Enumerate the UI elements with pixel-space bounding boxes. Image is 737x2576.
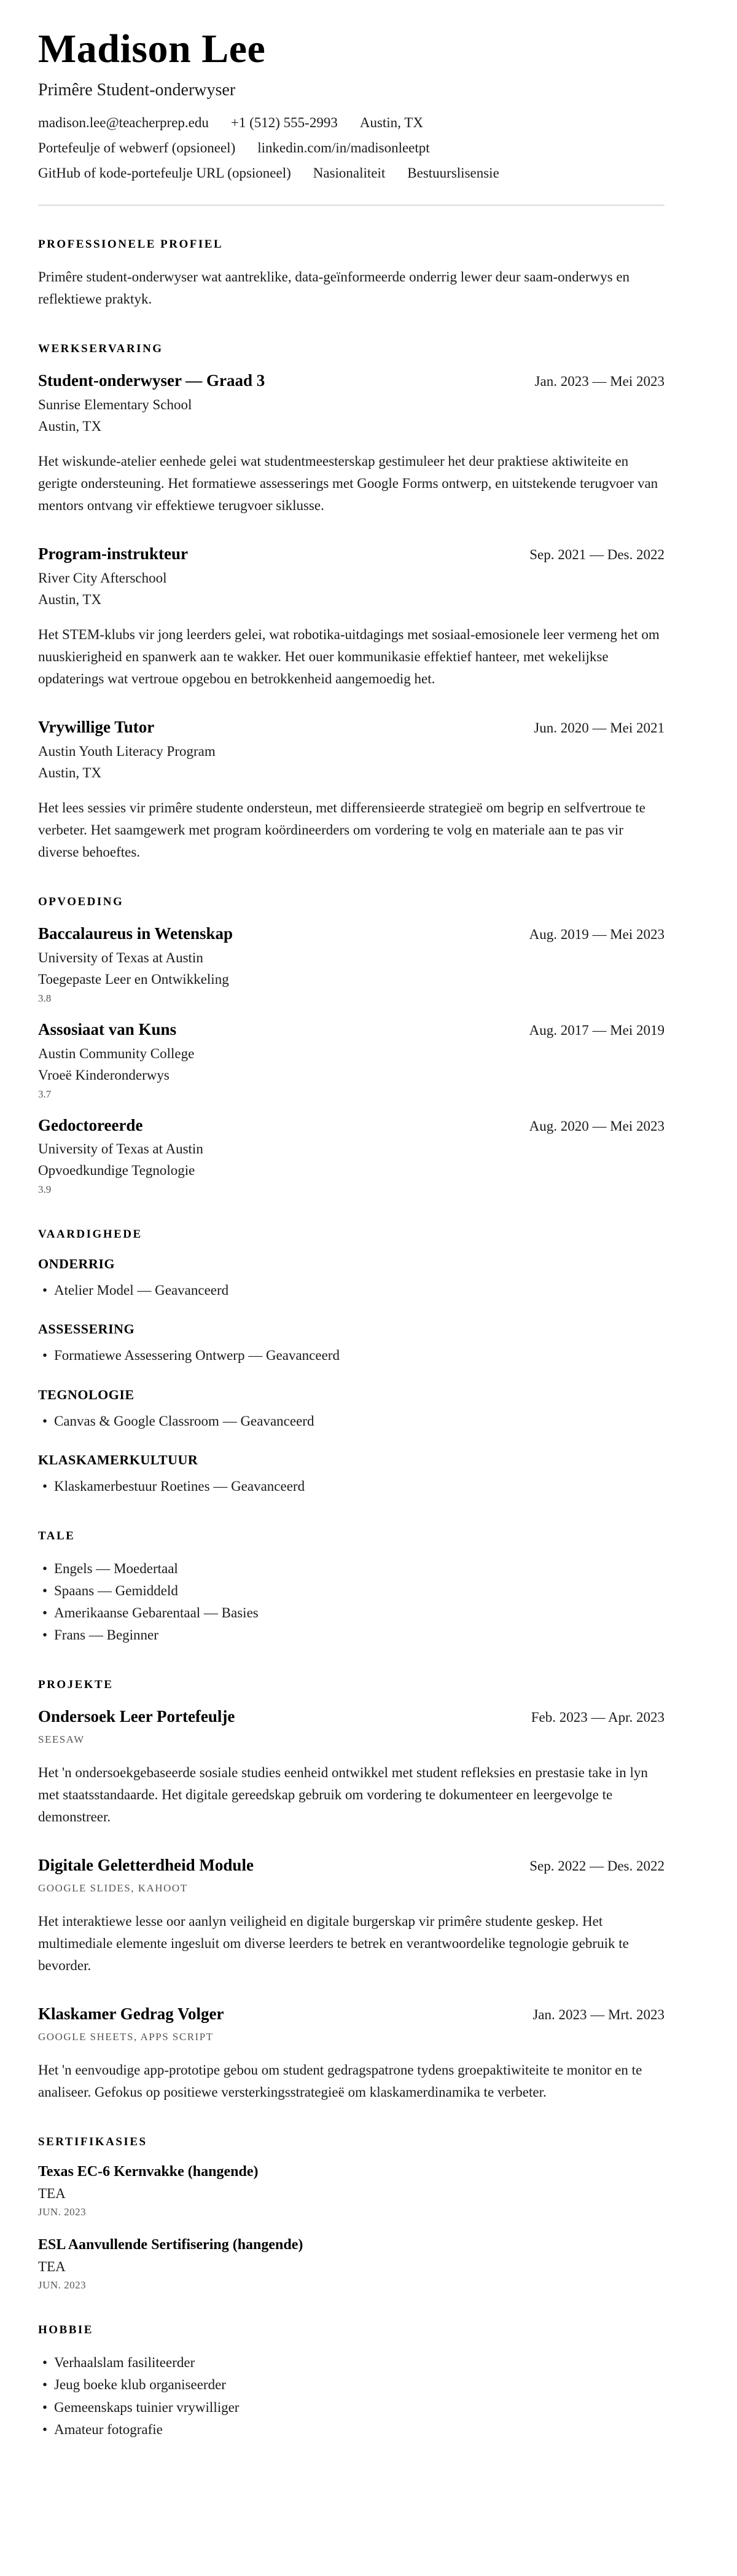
section-projects — [38, 1678, 665, 2103]
project-tech: GOOGLE SLIDES, KAHOOT — [38, 1882, 188, 1894]
project-dates: Sep. 2022 — Des. 2022 — [529, 1858, 665, 1874]
contact-license: Bestuurslisensie — [407, 165, 499, 181]
job-description: Het STEM-klubs vir jong leerders gelei, wat robotika-uitdagings met sosiaal-emosionele leer vermeng het om nuuskierigheid en spanwerk aan te wakker. Het ouer kommunikasie effektief hanteer, met wekelijkse opdaterings wat vertroue opgebou en betrokkenheid aangemoedig het. — [38, 626, 660, 686]
experience-entry — [38, 544, 665, 690]
job-location: Austin, TX — [38, 764, 102, 780]
skill-list — [38, 1345, 665, 1367]
section-profile — [38, 238, 665, 310]
certification-name: ESL Aanvullende Sertifisering (hangende) — [38, 2237, 303, 2253]
job-company: Austin Youth Literacy Program — [38, 743, 216, 759]
entry-header-row — [38, 1855, 665, 1876]
job-title: Vrywillige Tutor — [38, 717, 155, 736]
hobby-item: • Jeug boeke klub organiseerder — [38, 2374, 665, 2396]
job-company: River City Afterschool — [38, 570, 167, 586]
skill-group-name: KLASKAMERKULTUUR — [38, 1451, 198, 1467]
contact-row-1 — [38, 115, 665, 131]
field-of-study: Toegepaste Leer en Ontwikkeling — [38, 971, 229, 987]
contact-linkedin: linkedin.com/in/madisonleetpt — [257, 139, 430, 155]
skill-group — [38, 1452, 665, 1498]
contact-row-2 — [38, 140, 665, 156]
education-heading: OPVOEDING — [38, 895, 124, 909]
job-title: Program-instrukteur — [38, 544, 188, 563]
entry-header-row — [38, 717, 665, 738]
profile-heading: PROFESSIONELE PROFIEL — [38, 237, 224, 251]
experience-heading: WERKSERVARING — [38, 342, 163, 355]
job-title: Student-onderwyser — Graad 3 — [38, 371, 265, 390]
degree-name: Assosiaat van Kuns — [38, 1019, 177, 1039]
entry-header-row — [38, 1706, 665, 1727]
project-entry — [38, 2004, 665, 2103]
header-divider — [38, 205, 665, 206]
project-entry — [38, 1706, 665, 1828]
skill-list — [38, 1410, 665, 1432]
entry-header-row — [38, 1019, 665, 1040]
entry-header-row — [38, 924, 665, 944]
project-title: Digitale Geletterdheid Module — [38, 1856, 254, 1875]
language-item: • Spaans — Gemiddeld — [38, 1580, 665, 1602]
certification-issuer: TEA — [38, 2186, 66, 2202]
skill-group-name: ONDERRIG — [38, 1256, 115, 1272]
experience-entry — [38, 717, 665, 863]
candidate-title: Primêre Student-onderwyser — [38, 80, 236, 100]
certification-issuer: TEA — [38, 2259, 66, 2275]
project-tech: SEESAW — [38, 1733, 85, 1745]
project-title: Klaskamer Gedrag Volger — [38, 2005, 224, 2024]
projects-heading: PROJEKTE — [38, 1678, 114, 1692]
job-location: Austin, TX — [38, 418, 102, 434]
school-name: University of Texas at Austin — [38, 1141, 203, 1157]
resume-header — [38, 27, 665, 181]
skill-group-name: ASSESSERING — [38, 1321, 135, 1337]
hobbies-heading: HOBBIE — [38, 2323, 93, 2337]
skill-list — [38, 1475, 665, 1498]
section-education — [38, 895, 665, 1196]
certification-date: JUN. 2023 — [38, 2206, 87, 2218]
job-location: Austin, TX — [38, 591, 102, 607]
contact-location: Austin, TX — [359, 114, 423, 130]
education-entry — [38, 1115, 665, 1196]
job-dates: Jan. 2023 — Mei 2023 — [534, 373, 665, 389]
field-of-study: Opvoedkundige Tegnologie — [38, 1163, 195, 1179]
skill-item: • Canvas & Google Classroom — Geavanceerd — [38, 1410, 665, 1432]
contact-row-3 — [38, 165, 665, 181]
languages-heading: TALE — [38, 1529, 76, 1542]
contact-nationality: Nasionaliteit — [313, 165, 386, 181]
hobby-item: • Verhaalslam fasiliteerder — [38, 2352, 665, 2374]
school-name: University of Texas at Austin — [38, 949, 203, 965]
gpa-value: 3.7 — [38, 1088, 52, 1100]
education-entry — [38, 1019, 665, 1101]
field-of-study: Vroeë Kinderonderwys — [38, 1067, 170, 1083]
hobby-list — [38, 2352, 665, 2440]
job-company: Sunrise Elementary School — [38, 396, 192, 412]
contact-github: GitHub of kode-portefeulje URL (opsioneel) — [38, 165, 291, 181]
contact-email: madison.lee@teacherprep.edu — [38, 114, 209, 130]
skill-group — [38, 1387, 665, 1432]
skill-item: • Klaskamerbestuur Roetines — Geavanceerd — [38, 1475, 665, 1498]
contact-phone: +1 (512) 555-2993 — [230, 114, 338, 130]
project-description: Het 'n eenvoudige app-prototipe gebou om student gedragspatrone tydens groepaktiwiteite te monitor en te analiseer. Gefokus op positiewe versterkingsstrategieë om klaskamerdinamika te verbeter. — [38, 2062, 642, 2100]
education-dates: Aug. 2020 — Mei 2023 — [529, 1118, 665, 1134]
section-experience — [38, 342, 665, 863]
education-entry — [38, 924, 665, 1005]
language-item: • Frans — Beginner — [38, 1624, 665, 1646]
education-dates: Aug. 2019 — Mei 2023 — [529, 927, 665, 943]
language-item: • Engels — Moedertaal — [38, 1558, 665, 1580]
skill-item: • Formatiewe Assessering Ontwerp — Geavanceerd — [38, 1345, 665, 1367]
section-skills — [38, 1228, 665, 1497]
language-list — [38, 1558, 665, 1646]
project-description: Het interaktiewe lesse oor aanlyn veiligheid en digitale burgerskap vir primêre studente geskep. Het multimediale elemente ingesluit om diverse leerders te betrek en verantwoordelike tegnologie gebruik te bevorder. — [38, 1914, 629, 1974]
job-dates: Sep. 2021 — Des. 2022 — [529, 546, 665, 562]
skill-group — [38, 1256, 665, 1302]
project-dates: Jan. 2023 — Mrt. 2023 — [532, 2007, 665, 2023]
certification-entry — [38, 2164, 665, 2218]
experience-entry — [38, 371, 665, 517]
candidate-name: Madison Lee — [38, 26, 266, 71]
skills-heading: VAARDIGHEDE — [38, 1228, 142, 1241]
entry-header-row — [38, 1115, 665, 1136]
hobby-item: • Amateur fotografie — [38, 2419, 665, 2441]
entry-header-row — [38, 544, 665, 565]
project-title: Ondersoek Leer Portefeulje — [38, 1707, 235, 1726]
job-description: Het wiskunde-atelier eenhede gelei wat studentmeesterskap gestimuleer het deur praktiese aktiwiteite en gerigte ondersteuning. Het formatiewe assesserings met Google Forms ontwerp, en uitstekende terugvoer van mentors ontvang vir effektiewe terugvoer siklusse. — [38, 453, 658, 513]
entry-header-row — [38, 2004, 665, 2025]
section-certifications — [38, 2135, 665, 2291]
project-tech: GOOGLE SHEETS, APPS SCRIPT — [38, 2031, 214, 2043]
school-name: Austin Community College — [38, 1045, 195, 1061]
degree-name: Baccalaureus in Wetenskap — [38, 924, 233, 943]
certifications-heading: SERTIFIKASIES — [38, 2135, 147, 2149]
degree-name: Gedoctoreerde — [38, 1115, 143, 1134]
language-item: • Amerikaanse Gebarentaal — Basies — [38, 1602, 665, 1624]
section-languages — [38, 1530, 665, 1646]
skill-list — [38, 1279, 665, 1302]
hobby-item: • Gemeenskaps tuinier vrywilliger — [38, 2397, 665, 2419]
entry-header-row — [38, 371, 665, 391]
gpa-value: 3.9 — [38, 1184, 52, 1196]
job-description: Het lees sessies vir primêre studente ondersteun, met differensieerde strategieë om begrip en selfvertroue te verbeter. Het saamgewerk met program koördineerders om vordering te volg en materiale aan te pas vir diverse behoeftes. — [38, 799, 645, 860]
certification-name: Texas EC-6 Kernvakke (hangende) — [38, 2164, 259, 2180]
education-dates: Aug. 2017 — Mei 2019 — [529, 1022, 665, 1038]
profile-text: Primêre student-onderwyser wat aantreklike, data-geïnformeerde onderrig lewer deur saam-onderwys en reflektiewe praktyk. — [38, 269, 630, 307]
skill-item: • Atelier Model — Geavanceerd — [38, 1279, 665, 1302]
certification-entry — [38, 2237, 665, 2291]
project-entry — [38, 1855, 665, 1977]
skill-group — [38, 1321, 665, 1367]
gpa-value: 3.8 — [38, 992, 52, 1004]
job-dates: Jun. 2020 — Mei 2021 — [534, 720, 665, 736]
project-dates: Feb. 2023 — Apr. 2023 — [531, 1710, 665, 1726]
section-hobbies — [38, 2323, 665, 2440]
certification-date: JUN. 2023 — [38, 2279, 87, 2291]
skill-group-name: TEGNOLOGIE — [38, 1386, 135, 1402]
contact-portfolio: Portefeulje of webwerf (opsioneel) — [38, 139, 236, 155]
project-description: Het 'n ondersoekgebaseerde sosiale studies eenheid ontwikkel met student refleksies en prestasie take in lyn met staatsstandaarde. Het digitale gereedskap gebruik om vordering te dokumenteer en leergevolge te demonstreer. — [38, 1764, 648, 1825]
